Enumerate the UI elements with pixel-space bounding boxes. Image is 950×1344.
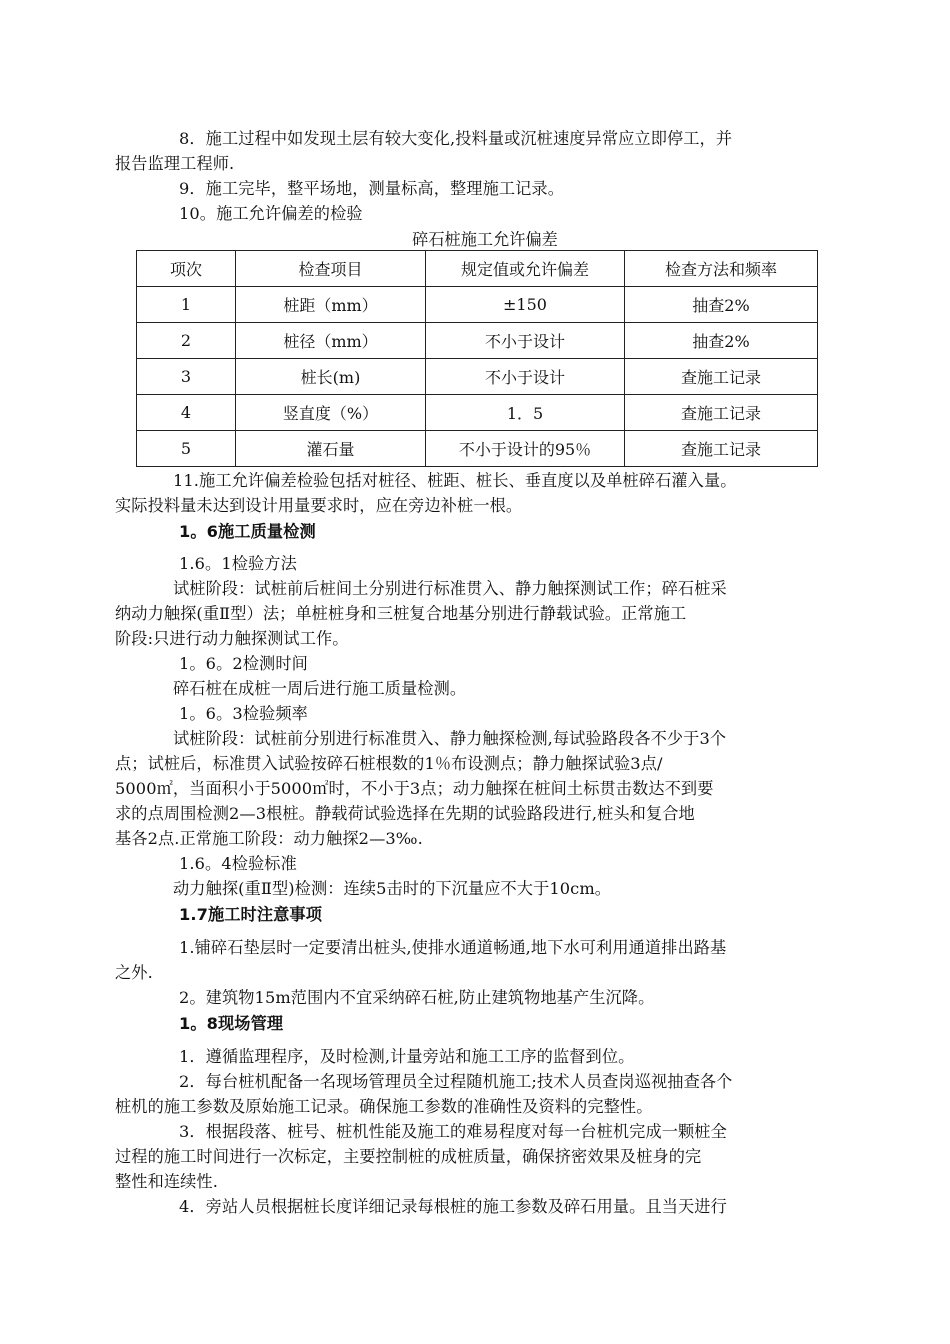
table-cell: 5: [137, 431, 236, 467]
text-1-6-3-line4: 求的点周围检测2—3根桩。静载荷试验选择在先期的试验路段进行,桩头和复合地: [115, 804, 695, 823]
subsection-1-6-3: 1。6。3检验频率: [179, 704, 308, 723]
subsection-1-6-2: 1。6。2检测时间: [179, 654, 308, 673]
header-cell: 检查方法和频率: [625, 251, 818, 287]
table-row: [137, 431, 818, 467]
text-1-6-3-line2: 点；试桩后，标准贯入试验按碎石桩根数的1％布设测点；静力触探试验3点/: [115, 754, 663, 773]
table-cell: 竖直度（%）: [236, 395, 426, 431]
text-1-6-1-line1: 试桩阶段：试桩前后桩间土分别进行标准贯入、静力触探测试工作；碎石桩采: [173, 579, 727, 598]
tolerance-table: [136, 250, 818, 467]
section-heading-1-8: 1。8现场管理: [179, 1014, 284, 1033]
table-cell: 1．5: [426, 395, 625, 431]
text-1-8-3-line3: 整性和连续性.: [115, 1172, 218, 1191]
table-cell: 查施工记录: [625, 359, 818, 395]
section-heading-1-6: 1。6施工质量检测: [179, 522, 316, 541]
paragraph-8-line2: 报告监理工程师.: [115, 154, 235, 173]
text-1-7-1-line2: 之外.: [115, 963, 153, 982]
text-1-6-1-line3: 阶段:只进行动力触探测试工作。: [115, 629, 349, 648]
table-caption: 碎石桩施工允许偏差: [412, 230, 558, 249]
paragraph-11-line1: 11.施工允许偏差检验包括对桩径、桩距、桩长、垂直度以及单桩碎石灌入量。: [173, 471, 737, 490]
text-1-6-1-line2: 纳动力触探(重Ⅱ型）法；单桩桩身和三桩复合地基分别进行静载试验。正常施工: [115, 604, 687, 623]
table-row: [137, 395, 818, 431]
text-1-8-3-line1: 3．根据段落、桩号、桩机性能及施工的难易程度对每一台桩机完成一颗桩全: [179, 1122, 727, 1141]
table-cell: 查施工记录: [625, 395, 818, 431]
text-1-6-3-line1: 试桩阶段：试桩前分别进行标准贯入、静力触探检测,每试验路段各不少于3个: [173, 729, 727, 748]
table-cell: 桩长(m): [236, 359, 426, 395]
table-cell: 不小于设计: [426, 323, 625, 359]
table-cell: 2: [137, 323, 236, 359]
table-cell: 抽查2%: [625, 287, 818, 323]
table-cell: 灌石量: [236, 431, 426, 467]
text-1-6-4: 动力触探(重Ⅱ型)检测：连续5击时的下沉量应不大于10cm。: [173, 879, 612, 898]
table-cell: 桩径（mm）: [236, 323, 426, 359]
text-1-8-4-line1: 4．旁站人员根据桩长度详细记录每根桩的施工参数及碎石用量。且当天进行: [179, 1197, 727, 1216]
table-header-row: [137, 251, 818, 287]
text-1-8-3-line2: 过程的施工时间进行一次标定，主要控制桩的成桩质量，确保挤密效果及桩身的完: [115, 1147, 702, 1166]
text-1-7-2: 2。建筑物15m范围内不宜采纳碎石桩,防止建筑物地基产生沉降。: [179, 988, 655, 1007]
table-cell: 查施工记录: [625, 431, 818, 467]
table-cell: 1: [137, 287, 236, 323]
paragraph-9: 9．施工完毕，整平场地，测量标高，整理施工记录。: [179, 179, 565, 198]
table-cell: 不小于设计: [426, 359, 625, 395]
subsection-1-6-4: 1.6。4检验标准: [179, 854, 297, 873]
table-cell: ±150: [426, 287, 625, 323]
section-heading-1-7: 1.7施工时注意事项: [179, 905, 322, 924]
text-1-8-1: 1．遵循监理程序，及时检测,计量旁站和施工工序的监督到位。: [179, 1047, 635, 1066]
paragraph-11-line2: 实际投料量未达到设计用量要求时，应在旁边补桩一根。: [115, 496, 523, 515]
header-cell: 项次: [137, 251, 236, 287]
text-1-8-2-line1: 2．每台桩机配备一名现场管理员全过程随机施工;技术人员查岗巡视抽查各个: [179, 1072, 733, 1091]
paragraph-10: 10。施工允许偏差的检验: [179, 204, 363, 223]
table-cell: 桩距（mm）: [236, 287, 426, 323]
text-1-6-3-line3: 5000㎡，当面积小于5000㎡时，不小于3点；动力触探在桩间土标贯击数达不到要: [115, 779, 714, 798]
table-cell: 抽查2%: [625, 323, 818, 359]
header-cell: 检查项目: [236, 251, 426, 287]
text-1-6-3-line5: 基各2点.正常施工阶段：动力触探2—3‰.: [115, 829, 423, 848]
text-1-7-1-line1: 1.铺碎石垫层时一定要清出桩头,使排水通道畅通,地下水可利用通道排出路基: [179, 938, 727, 957]
table-row: [137, 323, 818, 359]
table-cell: 4: [137, 395, 236, 431]
text-1-6-2: 碎石桩在成桩一周后进行施工质量检测。: [173, 679, 467, 698]
text-1-8-2-line2: 桩机的施工参数及原始施工记录。确保施工参数的准确性及资料的完整性。: [115, 1097, 653, 1116]
subsection-1-6-1: 1.6。1检验方法: [179, 554, 297, 573]
table-cell: 3: [137, 359, 236, 395]
table-cell: 不小于设计的95％: [426, 431, 625, 467]
header-cell: 规定值或允许偏差: [426, 251, 625, 287]
table-row: [137, 359, 818, 395]
paragraph-8-line1: 8．施工过程中如发现土层有较大变化,投料量或沉桩速度异常应立即停工，并: [179, 129, 733, 148]
table-row: [137, 287, 818, 323]
